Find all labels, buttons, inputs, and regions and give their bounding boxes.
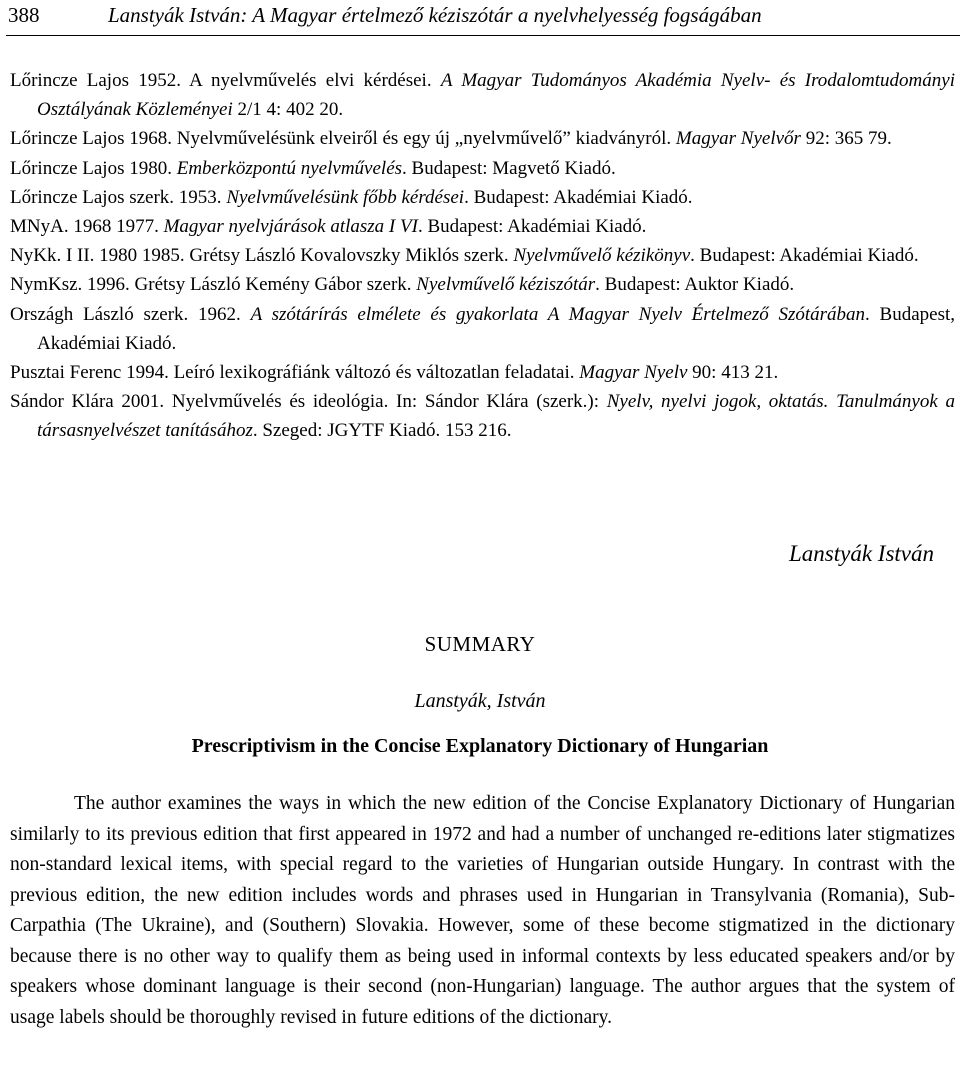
reference-list bbox=[10, 66, 955, 446]
summary-title: Prescriptivism in the Concise Explanatory Dictionary of Hungarian bbox=[191, 735, 769, 757]
reference-entry: Országh László szerk. 1962. A szótárírás elmélete és gyakorlata A Magyar Nyelv Értelmező Szótárában. Budapest, Akadémiai Kiadó. bbox=[10, 303, 956, 354]
summary-abstract: The author examines the ways in which the new edition of the Concise Explanatory Dictionary of Hungarian similarly to its previous edition that first appeared in 1972 and had a number of unchanged re-editions later stigmatizes non-standard lexical items, with special regard to the varieties of Hungarian outside Hungary. In contrast with the previous edition, the new edition includes words and phrases used in Hungarian in Transylvania (Romania), Sub-Carpathia (The Ukraine), and (Southern) Slovakia. However, some of these become stigmatized in the dictionary because there is no other way to qualify them as being used in informal contexts by less educated speakers and/or by speakers whose dominant language is their second (non-Hungarian) language. The author argues that the system of usage labels should be thoroughly revised in future editions of the dictionary. bbox=[10, 793, 955, 1028]
reference-entry: Lőrincze Lajos 1952. A nyelvművelés elvi kérdései. A Magyar Tudományos Akadémia Nyelv- és Irodalomtudományi Osztályának Közleményei 2/1 4: 402 20. bbox=[10, 70, 955, 121]
reference-entry: Lőrincze Lajos 1980. Emberközpontú nyelvművelés. Budapest: Magvető Kiadó. bbox=[10, 157, 616, 179]
reference-entry: NymKsz. 1996. Grétsy László Kemény Gábor szerk. Nyelvművelő kéziszótár. Budapest: Auktor Kiadó. bbox=[10, 274, 795, 296]
reference-entry: Lőrincze Lajos 1968. Nyelvművelésünk elveiről és egy új „nyelvművelő” kiadványról. Magyar Nyelvőr 92: 365 79. bbox=[10, 128, 892, 150]
reference-entry: Lőrincze Lajos szerk. 1953. Nyelvművelésünk főbb kérdései. Budapest: Akadémiai Kiadó. bbox=[10, 186, 693, 208]
page-header bbox=[0, 0, 960, 40]
reference-entry: NyKk. I II. 1980 1985. Grétsy László Kovalovszky Miklós szerk. Nyelvművelő kézikönyv. Budapest: Akadémiai Kiadó. bbox=[10, 245, 919, 267]
summary-heading: SUMMARY bbox=[424, 632, 536, 656]
summary-author: Lanstyák, István bbox=[414, 690, 546, 712]
reference-entry: MNyA. 1968 1977. Magyar nyelvjárások atlasza I VI. Budapest: Akadémiai Kiadó. bbox=[10, 216, 647, 238]
author-signature: Lanstyák István bbox=[788, 541, 934, 566]
reference-entry: Pusztai Ferenc 1994. Leíró lexikográfiánk változó és változatlan feladatai. Magyar Nyelv 90: 413 21. bbox=[10, 362, 779, 384]
header-rule bbox=[6, 35, 960, 36]
reference-entry: Sándor Klára 2001. Nyelvművelés és ideológia. In: Sándor Klára (szerk.): Nyelv, nyelvi jogok, oktatás. Tanulmányok a társasnyelvészet tanításához. Szeged: JGYTF Kiadó. 153 216. bbox=[10, 391, 956, 442]
running-head: Lanstyák István: A Magyar értelmező kéziszótár a nyelvhelyesség fogságában bbox=[108, 3, 762, 27]
page-number: 388 bbox=[8, 3, 40, 27]
